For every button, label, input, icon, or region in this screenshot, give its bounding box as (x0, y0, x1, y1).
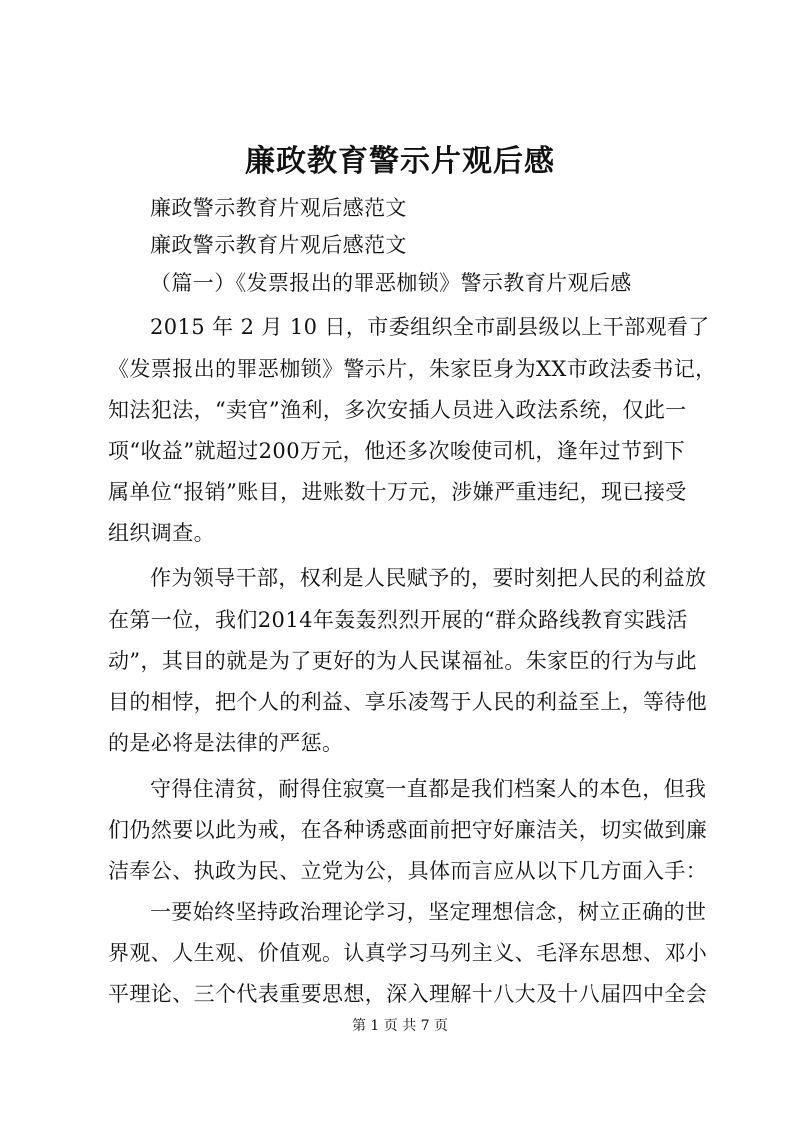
paragraph-line: 动”，其目的就是为了更好的为人民谋福祉。朱家臣的行为与此 (108, 649, 697, 673)
paragraph-line: 一要始终坚持政治理论学习，坚定理想信念，树立正确的世 (150, 900, 707, 924)
paragraph-line: 的是必将是法律的严惩。 (108, 731, 344, 755)
paragraph-line: 项“收益”就超过200万元，他还多次唆使司机，逢年过节到下 (108, 439, 686, 463)
paragraph-line: 们仍然要以此为戒，在各种诱惑面前把守好廉洁关，切实做到廉 (108, 818, 708, 842)
paragraph-line: 界观、人生观、价值观。认真学习马列主义、毛泽东思想、邓小 (108, 941, 708, 965)
paragraph-line: 平理论、三个代表重要思想，深入理解十八大及十八届四中全会 (108, 982, 708, 1006)
paragraph-line: 作为领导干部，权利是人民赋予的，要时刻把人民的利益放 (150, 566, 707, 590)
paragraph-line: 守得住清贫，耐得住寂寞一直都是我们档案人的本色，但我 (150, 777, 707, 801)
subtitle-line: 廉政警示教育片观后感范文 (150, 196, 407, 220)
paragraph-line: 2015 年 2 月 10 日，市委组织全市副县级以上干部观看了 (150, 315, 710, 339)
page-number-footer: 第 1 页 共 7 页 (351, 1018, 449, 1034)
paragraph-line: 在第一位，我们2014年轰轰烈烈开展的“群众路线教育实践活 (108, 608, 688, 632)
paragraph-line: 目的相悖，把个人的利益、享乐凌驾于人民的利益至上，等待他 (108, 690, 708, 714)
document-title: 廉政教育警示片观后感 (245, 144, 555, 179)
subtitle-line: 廉政警示教育片观后感范文 (150, 233, 407, 257)
paragraph-line: 组织调查。 (108, 521, 215, 545)
subtitle-line: （篇一）《发票报出的罪恶枷锁》警示教育片观后感 (150, 271, 632, 295)
paragraph-line: 洁奉公、执政为民、立党为公，具体而言应从以下几方面入手： (108, 859, 708, 883)
paragraph-line: 《发票报出的罪恶枷锁》警示片，朱家臣身为XX市政法委书记， (108, 357, 717, 381)
paragraph-line: 知法犯法，“卖官”渔利，多次安插人员进入政法系统，仅此一 (108, 398, 687, 422)
paragraph-line: 属单位“报销”账目，进账数十万元，涉嫌严重违纪，现已接受 (108, 480, 687, 504)
